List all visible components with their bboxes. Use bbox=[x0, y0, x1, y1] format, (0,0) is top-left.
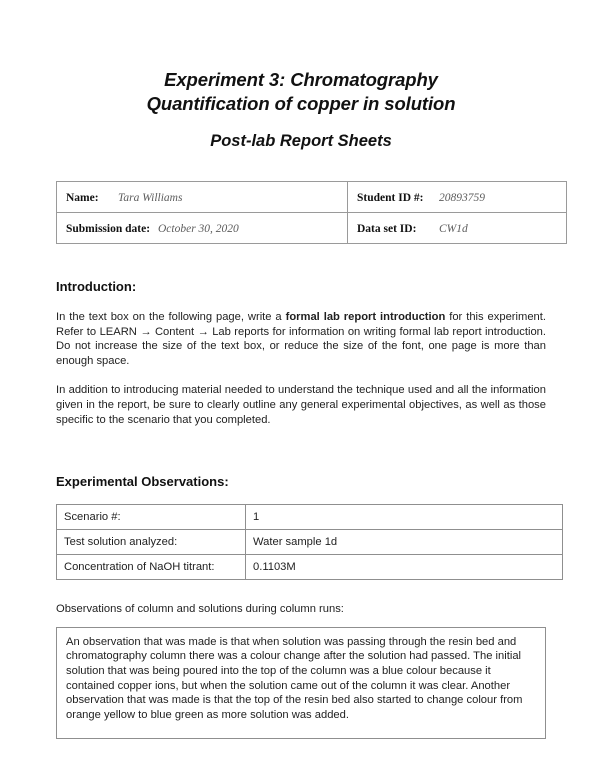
info-value-name[interactable]: Tara Williams bbox=[118, 192, 183, 204]
info-label-submission-date: Submission date: bbox=[66, 223, 151, 235]
info-value-submission-date[interactable]: October 30, 2020 bbox=[158, 223, 239, 235]
info-value-data-set-id[interactable]: CW1d bbox=[439, 223, 468, 235]
info-label-data-set-id: Data set ID: bbox=[357, 223, 417, 235]
introduction-paragraph-1 bbox=[56, 310, 546, 368]
info-cell-name bbox=[57, 182, 348, 213]
info-cell-data-set-id bbox=[348, 213, 567, 244]
table-row bbox=[57, 213, 567, 244]
table-row bbox=[57, 530, 563, 555]
student-info-table bbox=[56, 181, 567, 244]
info-cell-submission-date bbox=[57, 213, 348, 244]
page-content bbox=[56, 0, 546, 739]
info-label-name: Name: bbox=[66, 192, 99, 204]
introduction-heading: Introduction: bbox=[56, 279, 137, 294]
intro-bold-phrase: formal lab report introduction bbox=[285, 311, 446, 323]
observations-answer-text: An observation that was made is that when solution was passing through the resin bed and chromatography column there was a colour change after the solution had passed. The initial solution that was being poured into the top of the column was a blue colour because it contained copper ions, but when the solution came out of the column it was clear. Another observation that was made is that the top of the resin bed also started to change colour from orange yellow to blue green as more solution was added. bbox=[66, 635, 523, 721]
obs-label-test-solution: Test solution analyzed: bbox=[57, 530, 246, 555]
experimental-observations-heading: Experimental Observations: bbox=[56, 474, 229, 490]
obs-label-scenario: Scenario #: bbox=[57, 505, 246, 530]
observations-prompt: Observations of column and solutions during column runs: bbox=[56, 603, 344, 616]
document-subtitle: Post-lab Report Sheets bbox=[210, 132, 392, 150]
intro-text-part-1: In the text box on the following page, write a bbox=[56, 311, 286, 323]
experimental-observations-table bbox=[56, 504, 563, 580]
obs-value-scenario[interactable]: 1 bbox=[246, 505, 563, 530]
info-label-student-id: Student ID #: bbox=[357, 192, 424, 204]
table-row bbox=[57, 505, 563, 530]
document-title bbox=[56, 0, 546, 116]
introduction-paragraph-2: In addition to introducing material needed to understand the technique used and all the information given in the report, be sure to clearly outline any general experimental objectives, as well as those specific to the scenario that you completed. bbox=[56, 384, 546, 426]
title-line-2: Quantification of copper in solution bbox=[146, 93, 456, 114]
title-line-1: Experiment 3: Chromatography bbox=[164, 69, 438, 90]
observations-answer-box[interactable] bbox=[56, 627, 546, 739]
info-cell-student-id bbox=[348, 182, 567, 213]
obs-value-naoh-concentration[interactable]: 0.1103M bbox=[246, 555, 563, 580]
obs-label-naoh-concentration: Concentration of NaOH titrant: bbox=[57, 555, 246, 580]
table-row bbox=[57, 182, 567, 213]
info-value-student-id[interactable]: 20893759 bbox=[439, 192, 485, 204]
table-row bbox=[57, 555, 563, 580]
obs-value-test-solution[interactable]: Water sample 1d bbox=[246, 530, 563, 555]
intro-text-part-2: for this experiment. Refer to LEARN → Content → Lab reports for information on writing formal lab report introduction. Do not increase the size of the text box, or reduce the size of the font, one page is more than enough space. bbox=[56, 311, 546, 367]
